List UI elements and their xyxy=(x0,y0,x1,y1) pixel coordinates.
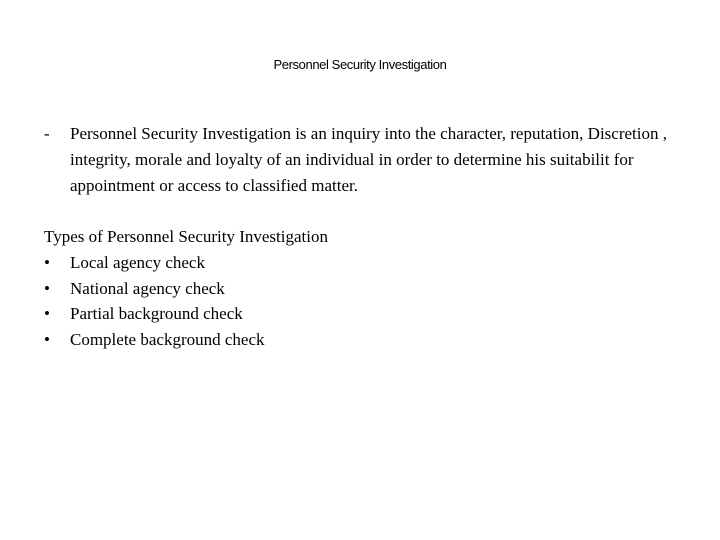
list-item-label: Complete background check xyxy=(70,330,265,350)
list-item-label: Local agency check xyxy=(70,252,205,272)
list-item-label: Partial background check xyxy=(70,304,243,324)
bullet-icon: • xyxy=(44,278,50,298)
bullet-icon: • xyxy=(44,252,50,272)
list-item xyxy=(44,327,328,353)
definition-text: Personnel Security Investigation is an inquiry into the character, reputation, Discretion , integrity, morale and loyalty of an individual in order to determine his suitabilit for appointment or access to classified matter. xyxy=(70,124,667,195)
bullet-icon: • xyxy=(44,330,50,350)
list-item xyxy=(44,250,328,276)
types-heading: Types of Personnel Security Investigation xyxy=(44,227,328,246)
page-title: Personnel Security Investigation xyxy=(273,57,447,72)
list-item-label: National agency check xyxy=(70,278,225,298)
dash-marker: - xyxy=(44,124,50,143)
types-section xyxy=(44,224,328,353)
bullet-icon: • xyxy=(44,304,50,324)
list-item xyxy=(44,301,328,327)
list-item xyxy=(44,276,328,302)
